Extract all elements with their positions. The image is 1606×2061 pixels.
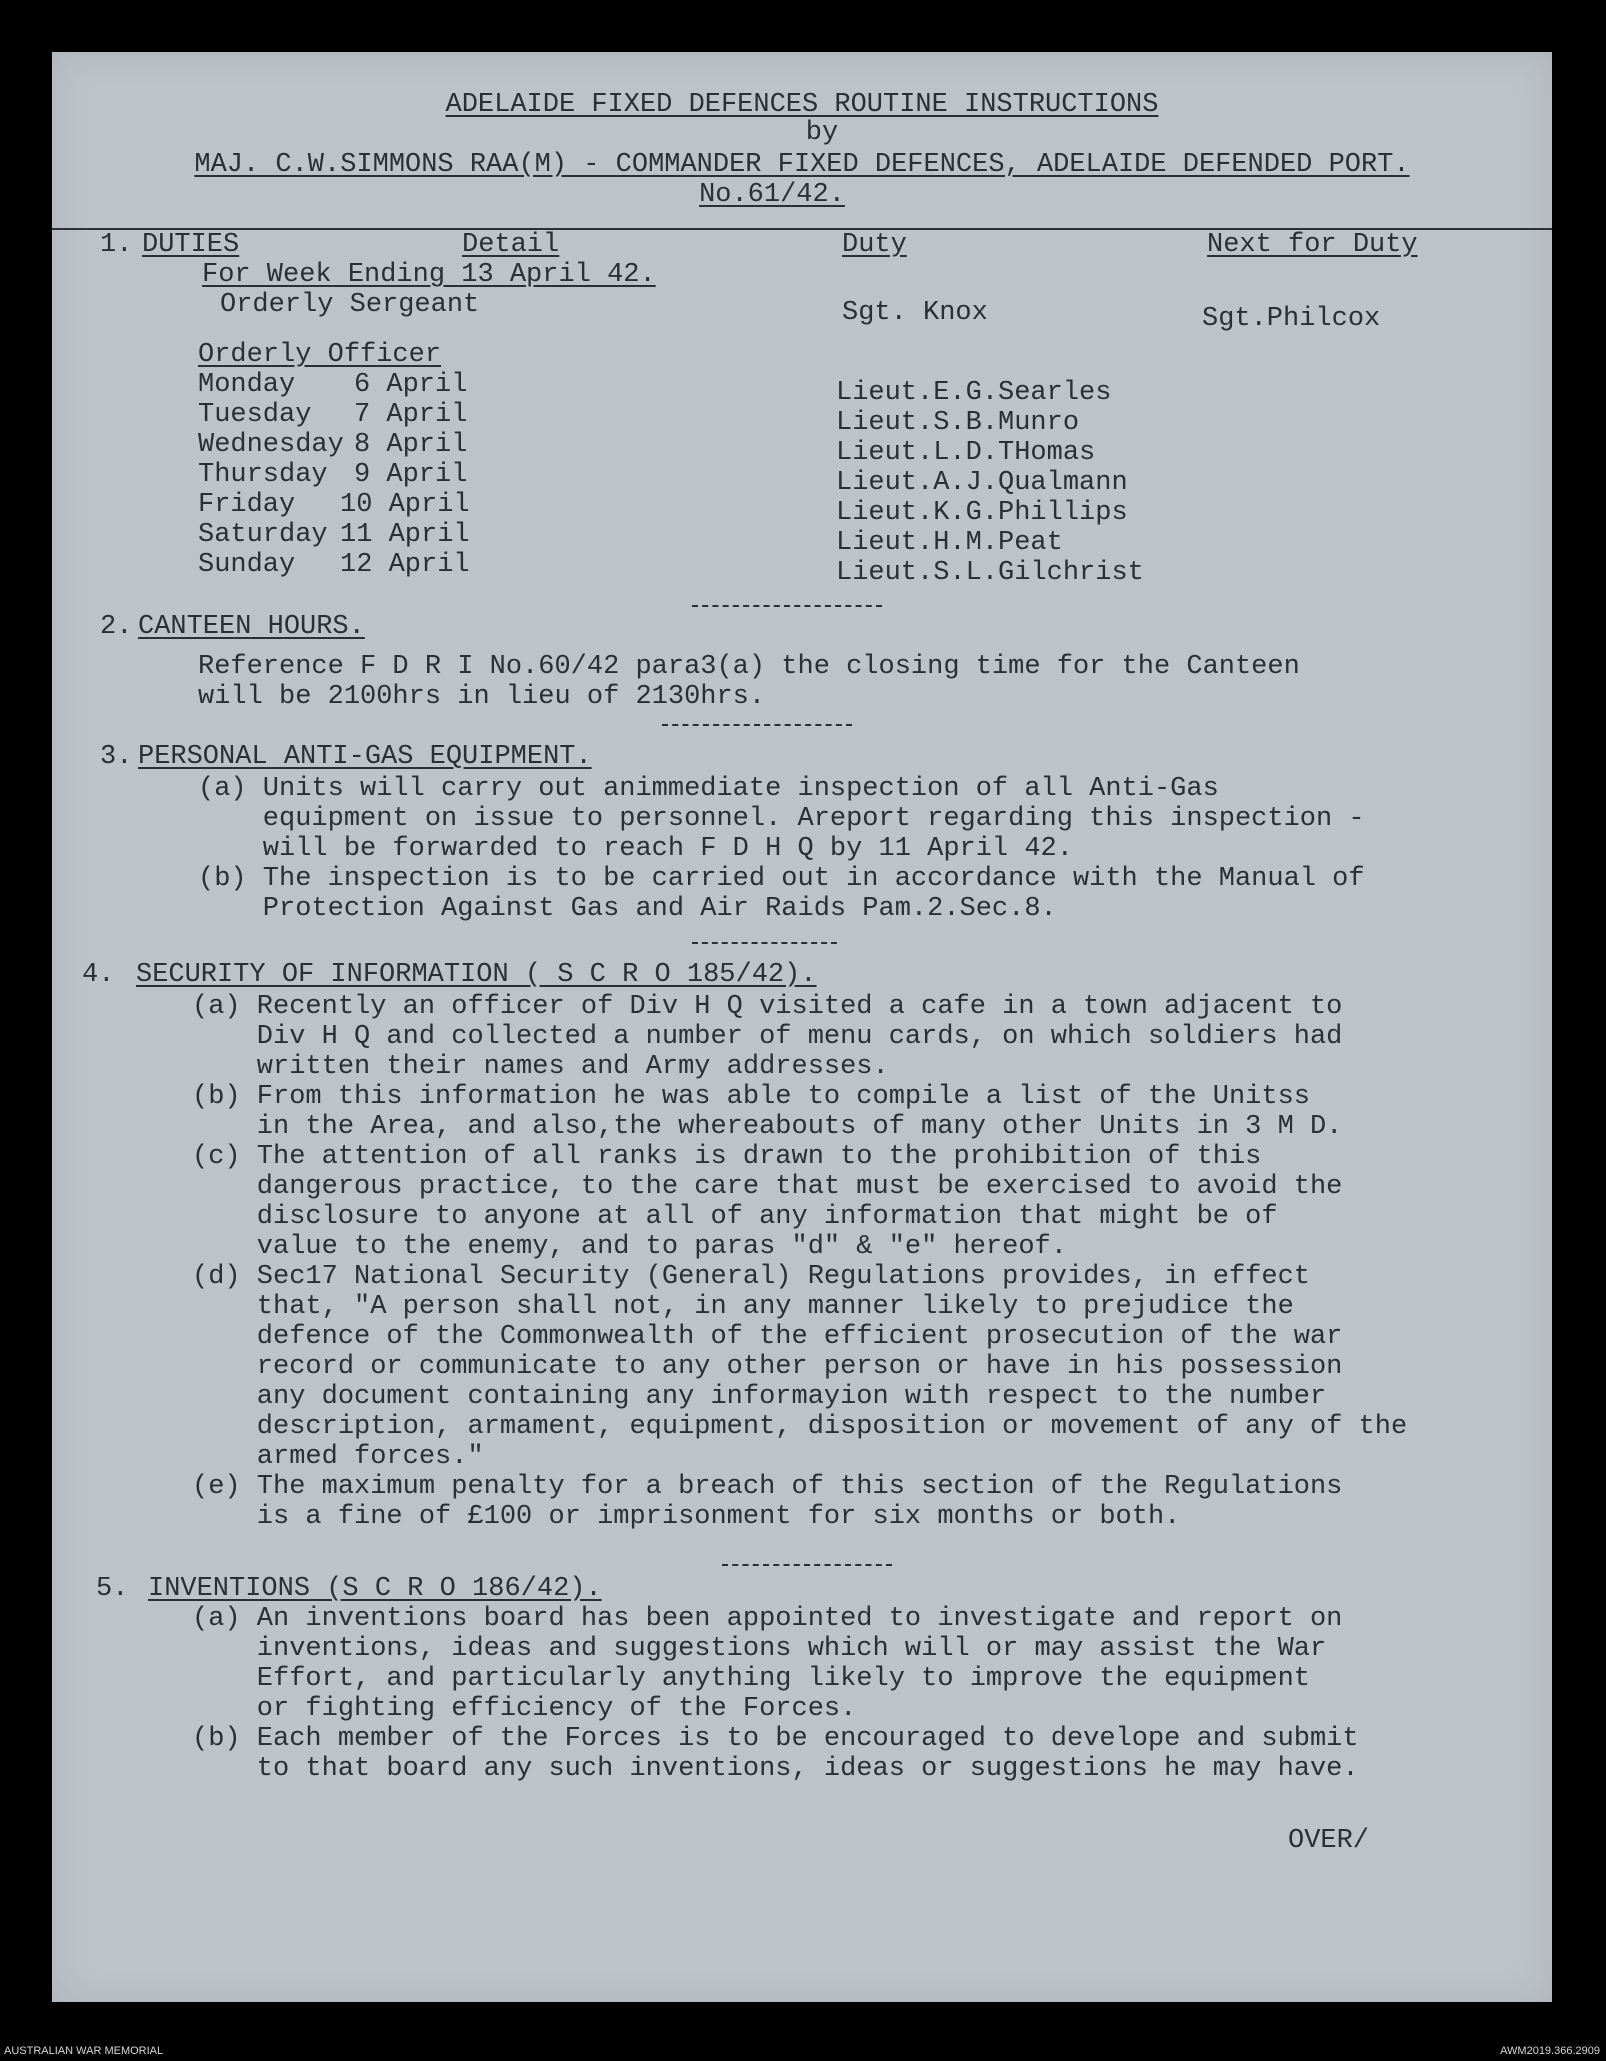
paragraph-c-line: (c) The attention of all ranks is drawn to the prohibition of this xyxy=(192,1142,1262,1172)
officer-date: 12 April xyxy=(340,550,470,580)
paragraph-b-line: in the Area, and also,the whereabouts of many other Units in 3 M D. xyxy=(192,1112,1343,1142)
officer-name: Lieut.S.L.Gilchrist xyxy=(836,558,1144,588)
section-heading-security: SECURITY OF INFORMATION ( S C R O 185/42). xyxy=(136,960,817,990)
paragraph-e-line: is a fine of £100 or imprisonment for six months or both. xyxy=(192,1502,1181,1532)
officer-name: Lieut.K.G.Phillips xyxy=(836,498,1128,528)
paragraph-b-line: (b) Each member of the Forces is to be encouraged to develope and submit xyxy=(192,1724,1359,1754)
officer-day: Sunday xyxy=(198,550,296,580)
section-number: 5. xyxy=(96,1574,129,1604)
separator xyxy=(662,724,852,726)
paragraph-d-line: armed forces." xyxy=(192,1442,484,1472)
officer-name: Lieut.A.J.Qualmann xyxy=(836,468,1128,498)
paragraph-a-line: will be forwarded to reach F D H Q by 11 April 42. xyxy=(198,834,1073,864)
separator xyxy=(692,942,837,944)
paragraph-b-line: (b) From this information he was able to compile a list of the Unitss xyxy=(192,1082,1310,1112)
paragraph-d-line: (d) Sec17 National Security (General) Regulations provides, in effect xyxy=(192,1262,1310,1292)
commander-line: MAJ. C.W.SIMMONS RAA(M) - COMMANDER FIXED DEFENCES, ADELAIDE DEFENDED PORT. xyxy=(194,150,1410,180)
section-number: 4. xyxy=(82,960,115,990)
officer-label: Orderly Officer xyxy=(198,340,442,370)
separator xyxy=(722,1564,892,1566)
paragraph-c-line: disclosure to anyone at all of any information that might be of xyxy=(192,1202,1278,1232)
paragraph-a-line: Div H Q and collected a number of menu cards, on which soldiers had xyxy=(192,1022,1343,1052)
paragraph-e-line: (e) The maximum penalty for a breach of this section of the Regulations xyxy=(192,1472,1343,1502)
document-page xyxy=(52,52,1552,2002)
section-heading-inventions: INVENTIONS (S C R O 186/42). xyxy=(148,1574,602,1604)
paragraph-c-line: value to the enemy, and to paras "d" & "e" hereof. xyxy=(192,1232,1067,1262)
paragraph-b-line: to that board any such inventions, ideas or suggestions he may have. xyxy=(192,1754,1359,1784)
officer-day: Saturday xyxy=(198,520,328,550)
paragraph-a-line: or fighting efficiency of the Forces. xyxy=(192,1694,857,1724)
paragraph-a-line: (a) An inventions board has been appointed to investigate and report on xyxy=(192,1604,1343,1634)
paragraph-d-line: defence of the Commonwealth of the efficient prosecution of the war xyxy=(192,1322,1343,1352)
column-header-duty: Duty xyxy=(842,230,907,260)
sergeant-duty: Sgt. Knox xyxy=(842,298,988,328)
section-heading-canteen: CANTEEN HOURS. xyxy=(138,612,365,642)
footer-source: AUSTRALIAN WAR MEMORIAL xyxy=(4,2045,164,2057)
paragraph-d-line: any document containing any informayion with respect to the number xyxy=(192,1382,1327,1412)
section-number: 3. xyxy=(100,742,133,772)
paragraph-b-line: Protection Against Gas and Air Raids Pam.2.Sec.8. xyxy=(198,894,1057,924)
officer-name: Lieut.H.M.Peat xyxy=(836,528,1063,558)
sergeant-next: Sgt.Philcox xyxy=(1202,304,1381,334)
section-number: 1. xyxy=(100,230,133,260)
paragraph-d-line: record or communicate to any other person or have in his possession xyxy=(192,1352,1343,1382)
paragraph-a-line: written their names and Army addresses. xyxy=(192,1052,889,1082)
paragraph-b-line: (b) The inspection is to be carried out in accordance with the Manual of xyxy=(198,864,1365,894)
column-header-detail: Detail xyxy=(462,230,560,260)
paragraph-c-line: dangerous practice, to the care that must be exercised to avoid the xyxy=(192,1172,1343,1202)
officer-day: Thursday xyxy=(198,460,328,490)
sergeant-label: Orderly Sergeant xyxy=(220,290,480,320)
paragraph-a-line: equipment on issue to personnel. Areport regarding this inspection - xyxy=(198,804,1365,834)
separator xyxy=(692,605,882,607)
paragraph-a-line: inventions, ideas and suggestions which will or may assist the War xyxy=(192,1634,1327,1664)
over-marker: OVER/ xyxy=(1288,1826,1370,1856)
paragraph-a-line: (a) Recently an officer of Div H Q visited a cafe in a town adjacent to xyxy=(192,992,1343,1022)
officer-date: 9 April xyxy=(354,460,468,490)
paragraph-a-line: Effort, and particularly anything likely to improve the equipment xyxy=(192,1664,1310,1694)
officer-date: 8 April xyxy=(354,430,468,460)
document-title: ADELAIDE FIXED DEFENCES ROUTINE INSTRUCTIONS xyxy=(445,90,1159,120)
officer-date: 10 April xyxy=(340,490,470,520)
officer-name: Lieut.S.B.Munro xyxy=(836,408,1080,438)
canteen-line-2: will be 2100hrs in lieu of 2130hrs. xyxy=(198,682,766,712)
canteen-line-1: Reference F D R I No.60/42 para3(a) the closing time for the Canteen xyxy=(198,652,1300,682)
week-ending: For Week Ending 13 April 42. xyxy=(202,260,656,290)
officer-date: 11 April xyxy=(340,520,470,550)
paragraph-d-line: that, "A person shall not, in any manner likely to prejudice the xyxy=(192,1292,1294,1322)
officer-day: Tuesday xyxy=(198,400,312,430)
section-number: 2. xyxy=(100,612,133,642)
officer-name: Lieut.E.G.Searles xyxy=(836,378,1112,408)
instruction-number: No.61/42. xyxy=(699,180,845,210)
paragraph-a-line: (a) Units will carry out animmediate inspection of all Anti-Gas xyxy=(198,774,1219,804)
officer-day: Wednesday xyxy=(198,430,344,460)
officer-date: 7 April xyxy=(354,400,468,430)
section-heading-duties: DUTIES xyxy=(142,230,240,260)
paragraph-d-line: description, armament, equipment, disposition or movement of any of the xyxy=(192,1412,1408,1442)
footer-reference: AWM2019.366.2909 xyxy=(1500,2045,1600,2057)
section-heading-antigas: PERSONAL ANTI-GAS EQUIPMENT. xyxy=(138,742,592,772)
officer-date: 6 April xyxy=(354,370,468,400)
column-header-next: Next for Duty xyxy=(1207,230,1418,260)
officer-name: Lieut.L.D.THomas xyxy=(836,438,1096,468)
officer-day: Friday xyxy=(198,490,296,520)
by-line: by xyxy=(805,118,839,148)
officer-day: Monday xyxy=(198,370,296,400)
